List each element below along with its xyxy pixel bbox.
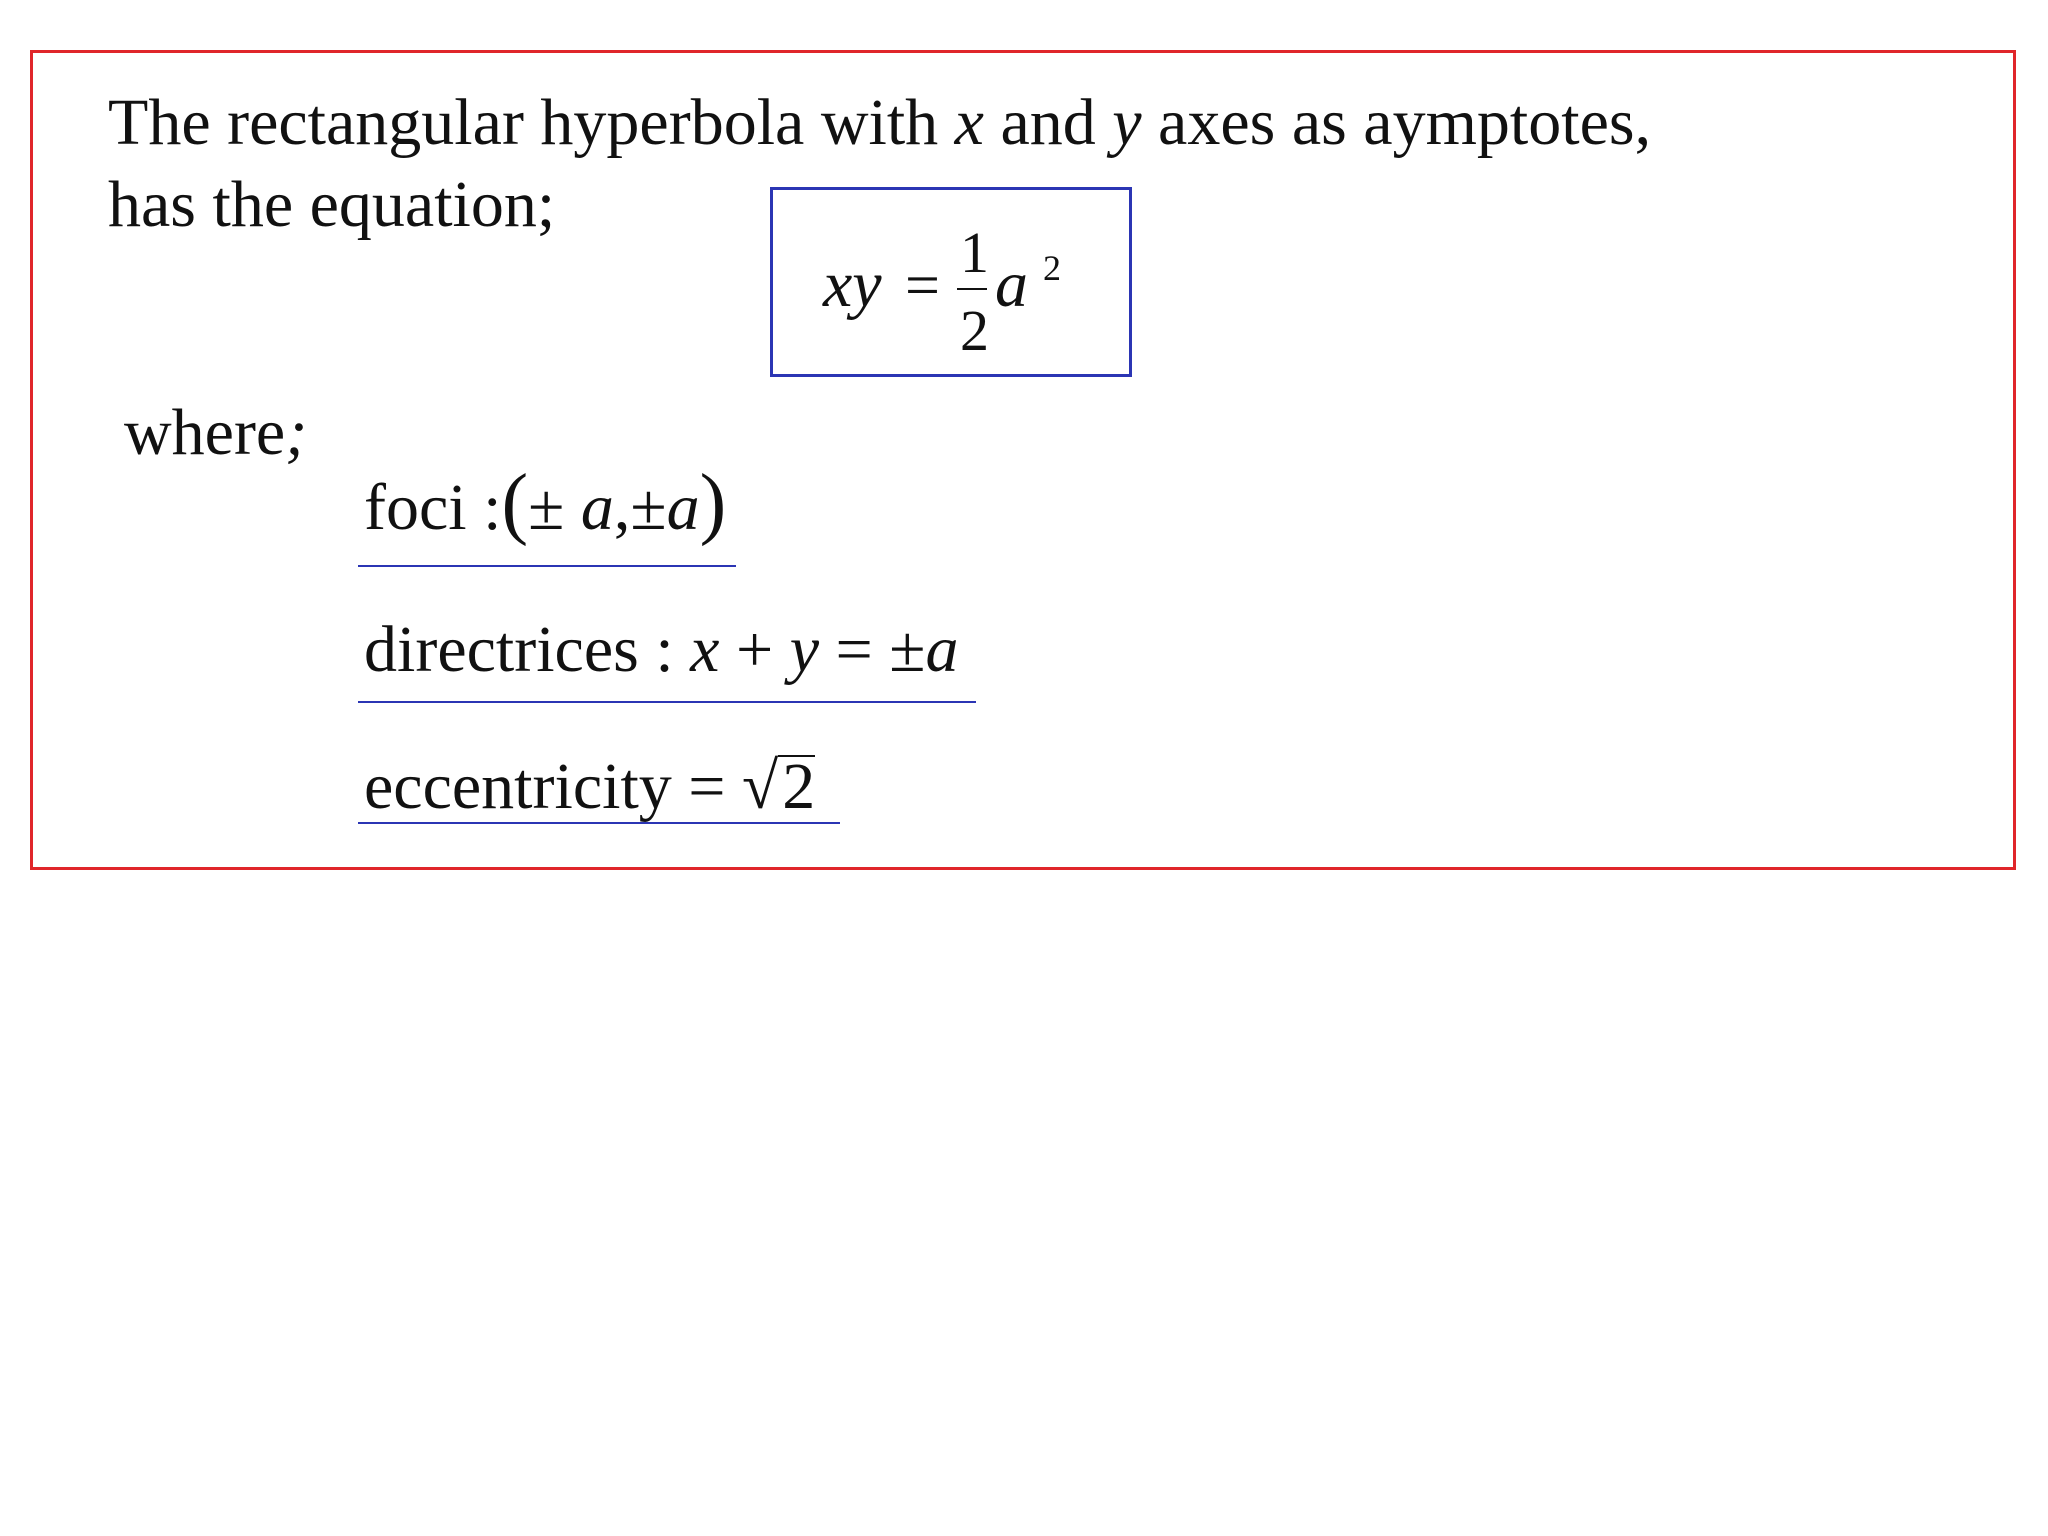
fraction-numerator: 1 bbox=[960, 220, 989, 285]
intro-line-2: has the equation; bbox=[108, 168, 556, 241]
foci-variable-a: a bbox=[580, 471, 614, 544]
directrices-formula bbox=[364, 615, 958, 685]
radicand: 2 bbox=[778, 755, 815, 817]
directrices-label: directrices bbox=[364, 613, 639, 686]
equation-variable: a bbox=[995, 248, 1028, 321]
foci-colon: : bbox=[483, 471, 502, 544]
eccentricity-underline bbox=[358, 822, 840, 824]
directrices-variable-y: y bbox=[789, 613, 819, 686]
intro-text-segment: and bbox=[983, 86, 1113, 159]
variable-x: x bbox=[954, 86, 984, 159]
variable-y: y bbox=[1112, 86, 1142, 159]
foci-variable-a: a bbox=[666, 471, 700, 544]
directrices-underline bbox=[358, 701, 976, 703]
eccentricity-equals: = bbox=[688, 750, 726, 823]
directrices-equals: = bbox=[835, 613, 873, 686]
foci-underline bbox=[358, 565, 736, 567]
eccentricity-formula bbox=[364, 747, 815, 822]
where-word: where bbox=[124, 396, 286, 469]
fraction-denominator: 2 bbox=[960, 298, 989, 363]
foci-plus-minus: ± bbox=[528, 471, 565, 544]
equation-lhs: xy bbox=[823, 248, 882, 321]
equation-exponent: 2 bbox=[1043, 248, 1061, 288]
equation-formula bbox=[773, 190, 1135, 380]
foci-comma: , bbox=[613, 471, 631, 544]
equation-equals: = bbox=[905, 252, 940, 320]
directrices-variable-x: x bbox=[690, 613, 720, 686]
foci-label: foci bbox=[364, 471, 467, 544]
foci-plus-minus: ± bbox=[630, 471, 667, 544]
intro-text-segment: The rectangular hyperbola with bbox=[108, 86, 955, 159]
foci-close-paren: ) bbox=[699, 459, 727, 547]
equation-box bbox=[770, 187, 1132, 377]
directrices-colon: : bbox=[655, 613, 674, 686]
radical-sign: √ bbox=[742, 750, 779, 823]
eccentricity-label: eccentricity bbox=[364, 750, 672, 823]
intro-line-1 bbox=[108, 82, 1651, 164]
where-label bbox=[124, 398, 307, 468]
foci-formula bbox=[364, 459, 727, 547]
foci-open-paren: ( bbox=[501, 459, 529, 547]
square-root bbox=[742, 747, 815, 822]
directrices-plus: + bbox=[735, 613, 774, 686]
directrices-variable-a: a bbox=[925, 613, 959, 686]
directrices-plus-minus: ± bbox=[889, 613, 926, 686]
where-semicolon: ; bbox=[285, 396, 308, 469]
intro-text-segment: axes as aymptotes, bbox=[1141, 86, 1652, 159]
